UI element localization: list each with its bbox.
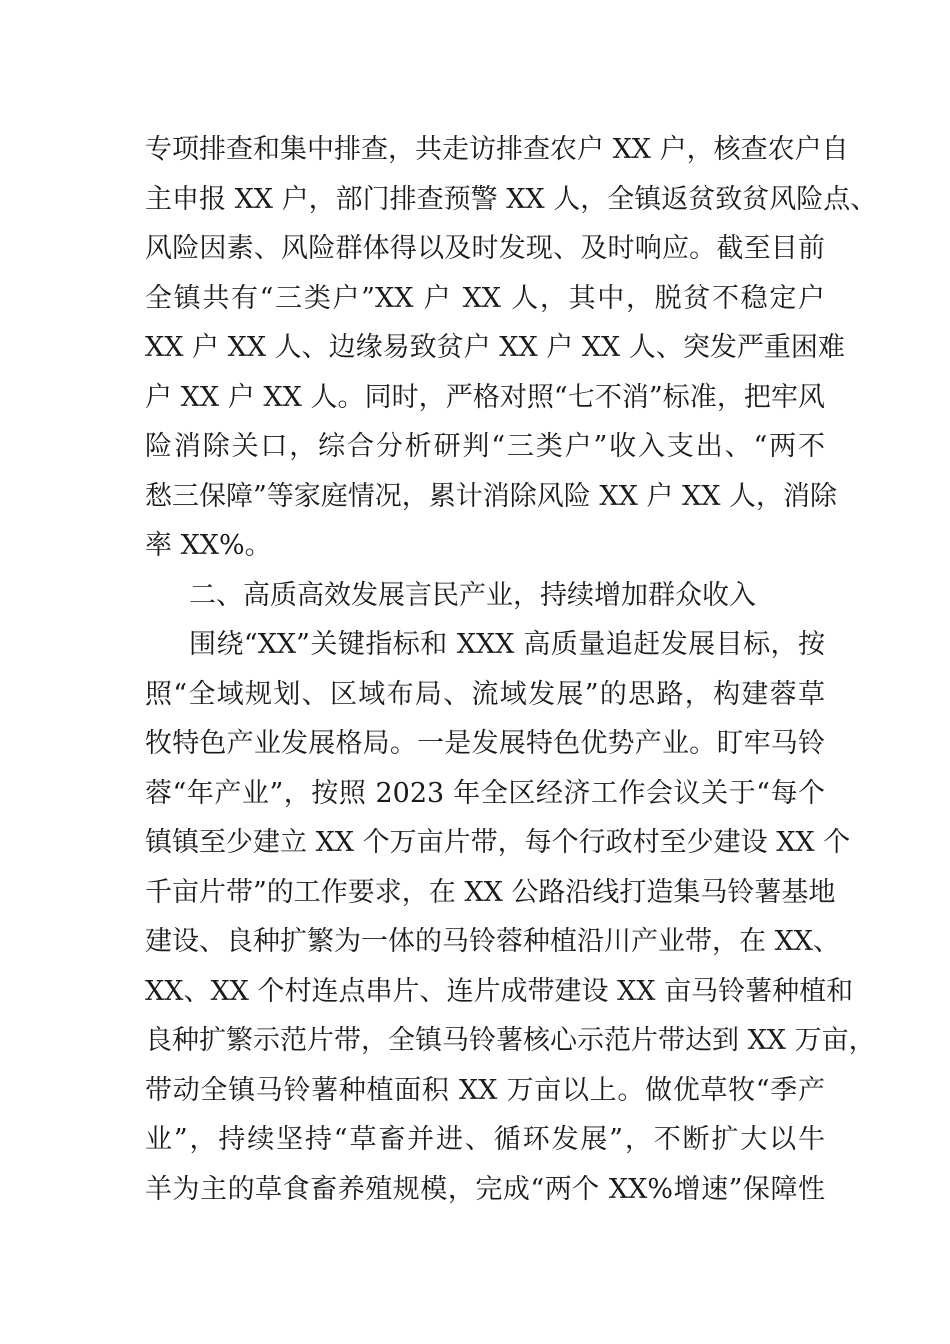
- paragraph-line: 风险因素、风险群体得以及时发现、及时响应。截至目前: [145, 233, 825, 264]
- paragraph-1: [145, 125, 878, 571]
- paragraph-line: 率 XX%。: [145, 530, 272, 561]
- paragraph-line: 带动全镇马铃薯种植面积 XX 万亩以上。做优草牧“季产: [145, 1074, 825, 1106]
- paragraph-line: 牧特色产业发展格局。一是发展特色优势产业。盯牢马铃: [145, 728, 825, 759]
- paragraph-line: 业”，持续坚持“草畜并进、循环发展”，不断扩大以牛: [145, 1124, 825, 1155]
- paragraph-line: 户 XX 户 XX 人。同时，严格对照“七不消”标准，把牢风: [145, 381, 825, 413]
- document-body: [145, 125, 878, 1214]
- paragraph-line: 良种扩繁示范片带，全镇马铃薯核心示范片带达到 XX 万亩，: [145, 1025, 876, 1056]
- paragraph-line: 建设、良种扩繁为一体的马铃蓉种植沿川产业带，在 XX、: [145, 926, 841, 957]
- paragraph-line: XX 户 XX 人、边缘易致贫户 XX 户 XX 人、突发严重困难: [145, 332, 845, 363]
- paragraph-line: 围绕“XX”关键指标和 XXX 高质量追赶发展目标，按: [189, 629, 825, 660]
- paragraph-line: 镇镇至少建立 XX 个万亩片带，每个行政村至少建设 XX 个: [145, 827, 851, 858]
- section-heading: 二、高质高效发展言民产业，持续增加群众收入: [189, 579, 756, 611]
- paragraph-line: 险消除关口，综合分析研判“三类户”收入支出、“两不: [145, 431, 825, 462]
- paragraph-line: 主申报 XX 户，部门排查预警 XX 人，全镇返贫致贫风险点、: [145, 183, 878, 215]
- paragraph-line: 愁三保障”等家庭情况，累计消除风险 XX 户 XX 人，消除: [145, 480, 838, 512]
- paragraph-2: [145, 620, 876, 1214]
- paragraph-line: XX、XX 个村连点串片、连片成带建设 XX 亩马铃薯种植和: [145, 975, 854, 1007]
- paragraph-line: 蓉“年产业”，按照 2023 年全区经济工作会议关于“每个: [145, 777, 825, 809]
- paragraph-line: 照“全域规划、区域布局、流域发展”的思路，构建蓉草: [145, 678, 825, 710]
- paragraph-line: 全镇共有“三类户”XX 户 XX 人，其中，脱贫不稳定户: [145, 282, 825, 314]
- paragraph-line: 专项排查和集中排查，共走访排查农户 XX 户，核查农户自: [145, 134, 849, 165]
- paragraph-line: 羊为主的草食畜养殖规模，完成“两个 XX%增速”保障性: [145, 1173, 825, 1205]
- paragraph-line: 千亩片带”的工作要求，在 XX 公路沿线打造集马铃薯基地: [145, 876, 836, 908]
